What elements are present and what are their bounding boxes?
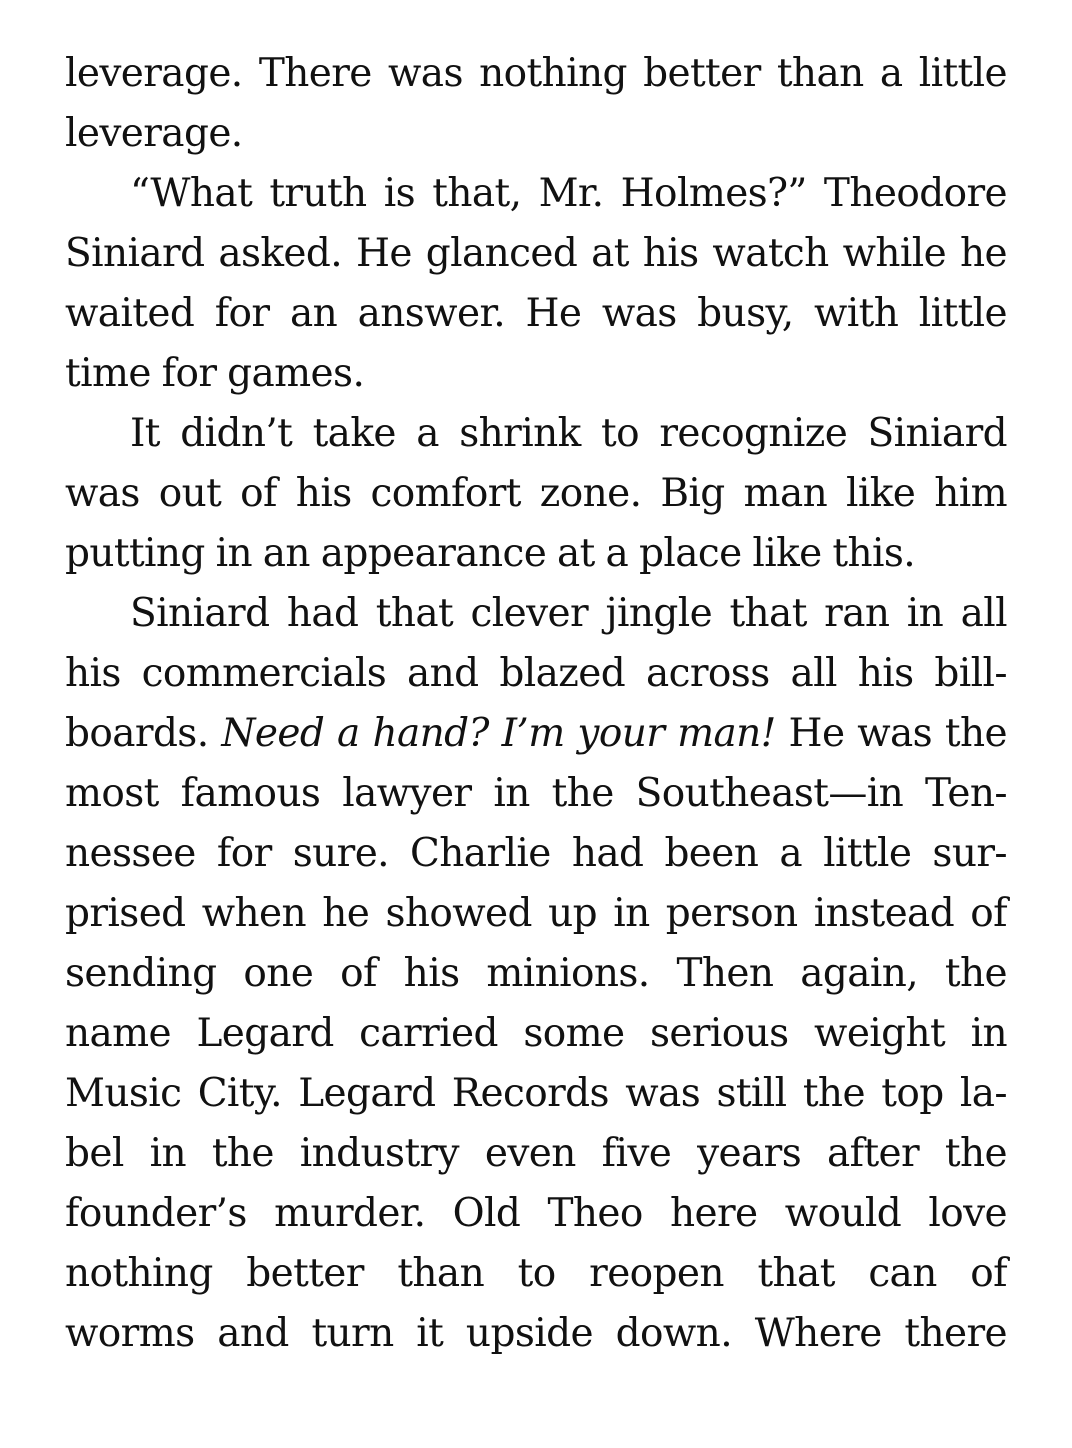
text-line: leverage. (65, 111, 243, 156)
text-line: nothing better than to reopen that can of (65, 1251, 1007, 1296)
italic-text-run: Need a hand? I’m your man! (221, 711, 776, 756)
text-line: sending one of his minions. Then again, the (65, 951, 1007, 996)
text-line: “What truth is that, Mr. Holmes?” Theodore (130, 171, 1007, 216)
text-line: Siniard asked. He glanced at his watch while he (65, 231, 1007, 276)
text-line: bel in the industry even five years after the (65, 1131, 1007, 1176)
text-line: most famous lawyer in the Southeast—in Ten- (65, 771, 1007, 816)
text-line: It didn’t take a shrink to recognize Siniard (130, 411, 1007, 456)
text-line: worms and turn it upside down. Where there (65, 1311, 1007, 1356)
text-line: time for games. (65, 351, 365, 396)
text-line: Music City. Legard Records was still the top la- (65, 1071, 1007, 1116)
text-line: prised when he showed up in person instead of (65, 891, 1007, 936)
text-line: name Legard carried some serious weight in (65, 1011, 1007, 1056)
text-line: putting in an appearance at a place like this. (65, 531, 916, 576)
page-text (65, 44, 1007, 1364)
text-line: leverage. There was nothing better than a little (65, 51, 1007, 96)
text-line: nessee for sure. Charlie had been a little sur- (65, 831, 1007, 876)
text-line (65, 704, 1007, 764)
text-run: boards. (65, 711, 222, 756)
text-line: Siniard had that clever jingle that ran in all (130, 591, 1007, 636)
text-line: waited for an answer. He was busy, with little (65, 291, 1007, 336)
text-line: founder’s murder. Old Theo here would love (65, 1191, 1007, 1236)
text-line: was out of his comfort zone. Big man like him (65, 471, 1007, 516)
text-run: He was the (775, 711, 1007, 756)
text-line: his commercials and blazed across all his bill- (65, 651, 1007, 696)
